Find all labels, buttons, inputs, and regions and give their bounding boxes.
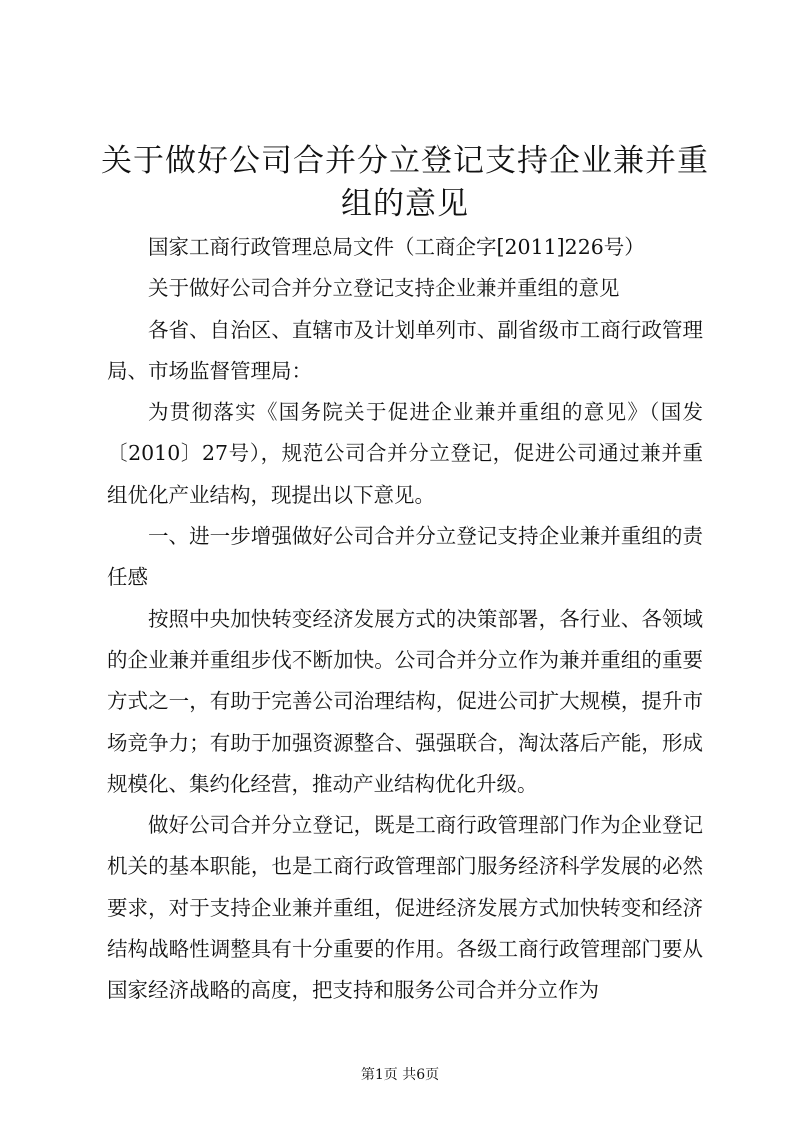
section-heading: 一、进一步增强做好公司合并分立登记支持企业兼并重组的责任感	[107, 524, 703, 590]
body-paragraph: 做好公司合并分立登记，既是工商行政管理部门作为企业登记机关的基本职能，也是工商行政管理部门服务经济科学发展的必然要求，对于支持企业兼并重组，促进经济发展方式加快转变和经济结构战略性调整具有十分重要的作用。各级工商行政管理部门要从国家经济战略的高度，把支持和服务公司合并分立作为	[107, 813, 703, 1003]
document-title: 关于做好公司合并分立登记支持企业兼并重组的意见	[101, 143, 709, 222]
page-number: 第1页 共6页	[360, 1067, 440, 1083]
addressee-paragraph: 各省、自治区、直辖市及计划单列市、副省级市工商行政管理局、市场监督管理局：	[107, 317, 703, 383]
document-source-line: 国家工商行政管理总局文件（工商企字[2011]226号）	[148, 235, 645, 259]
document-body	[107, 227, 703, 1012]
document-subtitle: 关于做好公司合并分立登记支持企业兼并重组的意见	[148, 276, 620, 301]
intro-paragraph: 为贯彻落实《国务院关于促进企业兼并重组的意见》（国发〔2010〕27号），规范公司合并分立登记，促进公司通过兼并重组优化产业结构，现提出以下意见。	[107, 400, 703, 507]
body-paragraph: 按照中央加快转变经济发展方式的决策部署，各行业、各领域的企业兼并重组步伐不断加快。公司合并分立作为兼并重组的重要方式之一，有助于完善公司治理结构，促进公司扩大规模，提升市场竞争力；有助于加强资源整合、强强联合，淘汰落后产能，形成规模化、集约化经营，推动产业结构优化升级。	[107, 606, 703, 796]
